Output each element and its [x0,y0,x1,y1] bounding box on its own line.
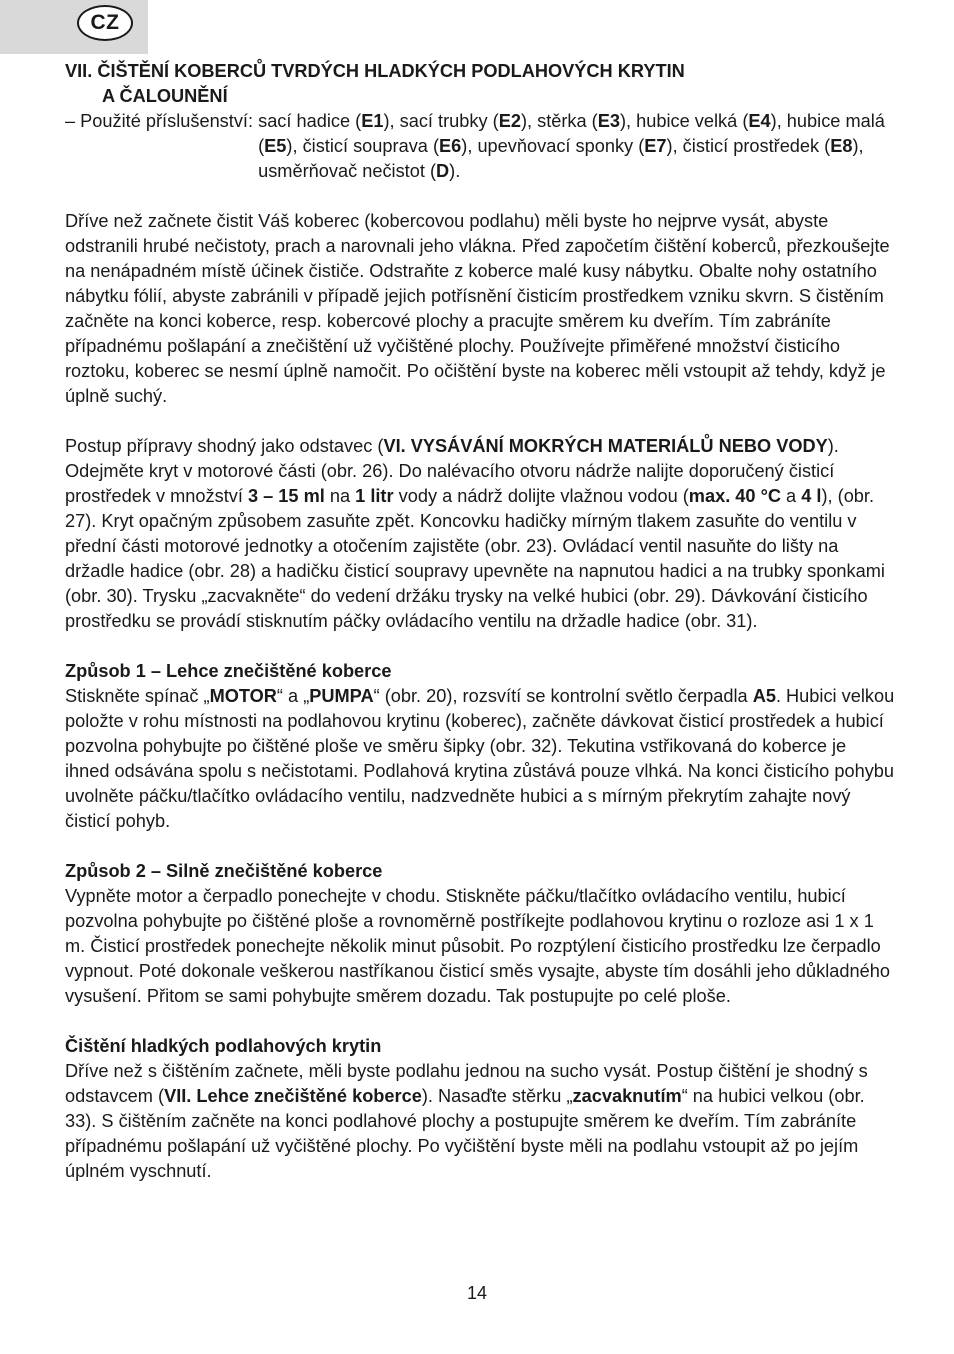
accessory-code: E4 [748,111,771,131]
accessory-text: ). [449,161,461,181]
paragraph-text: vody a nádrž dolijte vlažnou vodou ( [393,486,689,506]
paragraph-text: Postup přípravy shodný jako odstavec ( [65,436,384,456]
accessory-code: E2 [498,111,521,131]
smooth-floors-paragraph [65,1059,895,1184]
language-tab [0,0,148,54]
accessory-code: E8 [830,136,853,156]
section-title-line1: VII. ČIŠTĚNÍ KOBERCŮ TVRDÝCH HLADKÝCH PODLAHOVÝCH KRYTIN [65,61,685,81]
paragraph-text: Dříve než s čištěním začnete, měli byste podlahu jednou na sucho vysát. Postup čištění je shodný s odstavcem ( [65,1061,868,1106]
paragraph-text: “ a „ [276,686,310,706]
language-badge: CZ [77,5,133,41]
accessory-text: ), hubice velká ( [620,111,749,131]
smooth-floors-heading: Čištění hladkých podlahových krytin [65,1036,382,1056]
accessory-text: sací hadice ( [258,111,362,131]
paragraph-text: ), (obr. 27). Kryt opačným způsobem zasuňte zpět. Koncovku hadičky mírným tlakem zasuňte do ventilu v přední části motorové jednotky a otočením zajistěte (obr. 23). Ovládací ventil nasuňte do lišty na držadle hadice (obr. 28) a hadičku čisticí soupravy upevněte na napnutou hadici a na trubky sponkami (obr. 30). Trysku „zacvakněte“ do vedení držáku trysky na velké hubici (obr. 29). Dávkování čisticího prostředku se provádí stisknutím páčky ovládacího ventilu na držadle hadice (obr. 31). [65,486,885,631]
accessory-text: ), upevňovací sponky ( [461,136,645,156]
paragraph-bold: MOTOR [209,686,277,706]
accessory-text: ), sací trubky ( [383,111,499,131]
accessory-text: ), čisticí prostředek ( [666,136,831,156]
accessories-label: – Použité příslušenství: [65,111,259,131]
paragraph-text: Stiskněte spínač „ [65,686,210,706]
accessory-text: ), hubice malá ( [258,111,885,156]
paragraph-text: ). Odejměte kryt v motorové části (obr. 26). Do nalévacího otvoru nádrže nalijte doporučený čisticí prostředek v množství [65,436,839,506]
paragraph-bold: PUMPA [309,686,374,706]
paragraph-text: a [781,486,802,506]
paragraph-bold: zacvaknutím [572,1086,682,1106]
paragraph-text: ). Nasaďte stěrku „ [421,1086,573,1106]
paragraph-text: “ na hubici velkou (obr. 33). S čištěním začněte na konci podlahové plochy a postupujte směrem ke dveřím. Tím zabráníte případnému pošlapání už vyčištěné plochy. Po vyčištění byste měli na podlahu vstoupit až po jejím úplném vyschnutí. [65,1086,865,1181]
accessories-list [258,109,895,184]
method2-heading: Způsob 2 – Silně znečištěné koberce [65,861,383,881]
accessory-code: E7 [644,136,667,156]
accessory-code: E3 [597,111,620,131]
paragraph-bold: A5 [752,686,776,706]
method1-paragraph [65,684,895,834]
accessory-code: D [436,161,450,181]
section-title-line2: A ČALOUNĚNÍ [102,86,228,106]
paragraph-text: na [324,486,356,506]
page-number: 14 [466,1283,488,1303]
paragraph-bold: VII. Lehce znečištěné koberce [164,1086,422,1106]
preparation-paragraph [65,434,895,634]
accessory-code: E1 [361,111,384,131]
paragraph-bold: 1 litr [355,486,394,506]
paragraph-bold: 4 l [801,486,822,506]
method2-paragraph: Vypněte motor a čerpadlo ponechejte v chodu. Stiskněte páčku/tlačítko ovládacího ventilu, hubicí pozvolna pohybujte po čištěné ploše a rovnoměrně postříkejte podlahovou krytinu o rozloze asi 1 x 1 m. Čisticí prostředek ponechejte několik minut působit. Po rozptýlení čisticího prostředku lze čerpadlo vypnout. Poté dokonale veškerou nastříkanou čisticí směs vysajte, abyste tím dosáhli jeho důkladného vysušení. Přitom se sami pohybujte směrem dozadu. Tak postupujte po celé ploše. [65,886,890,1006]
accessory-text: ), čisticí souprava ( [286,136,440,156]
accessory-text: ), usměrňovač nečistot ( [258,136,864,181]
intro-paragraph: Dříve než začnete čistit Váš koberec (kobercovou podlahu) měli byste ho nejprve vysát, abyste odstranili hrubé nečistoty, prach a narovnali jeho vlákna. Před započetím čištění koberců, přezkoušejte na nenápadném místě účinek čističe. Odstraňte z koberce malé kusy nábytku. Obalte nohy ostatního nábytku fólií, abyste zabránili v případě jejich potřísnění čisticím prostředkem vzniku skvrn. S čistěním začněte na konci koberce, resp. kobercové plochy a pracujte směrem ku dveřím. Tím zabráníte případnému pošlapání a znečištění už vyčištěné plochy. Používejte přiměřené množství čisticího roztoku, koberec se nesmí úplně namočit. Po očištění byste na koberec měli vstoupit až tehdy, když je úplně suchý. [65,211,890,406]
paragraph-bold: VI. VYSÁVÁNÍ MOKRÝCH MATERIÁLŮ NEBO VODY [383,436,828,456]
paragraph-text: . Hubici velkou položte v rohu místnosti na podlahovou krytinu (koberec), začněte dávkovat čisticí prostředek a hubicí pozvolna pohybujte po čištěné ploše ve směru šipky (obr. 32). Tekutina vstřikovaná do koberce je ihned odsávána spolu s nečistotami. Podlahová krytina zůstává pouze vlhká. Na konci čisticího pohybu uvolněte páčku/tlačítko ovládacího ventilu, nadzvedněte hubici a s mírným překrytím zahajte nový čisticí pohyb. [65,686,895,831]
paragraph-text: “ (obr. 20), rozsvítí se kontrolní světlo čerpadla [373,686,753,706]
accessory-code: E6 [439,136,462,156]
paragraph-bold: 3 – 15 ml [247,486,325,506]
accessory-text: ), stěrka ( [520,111,598,131]
accessory-code: E5 [264,136,287,156]
page-content [65,59,895,1184]
paragraph-bold: max. 40 °C [688,486,781,506]
accessories-row [65,109,895,184]
method1-heading: Způsob 1 – Lehce znečištěné koberce [65,661,392,681]
